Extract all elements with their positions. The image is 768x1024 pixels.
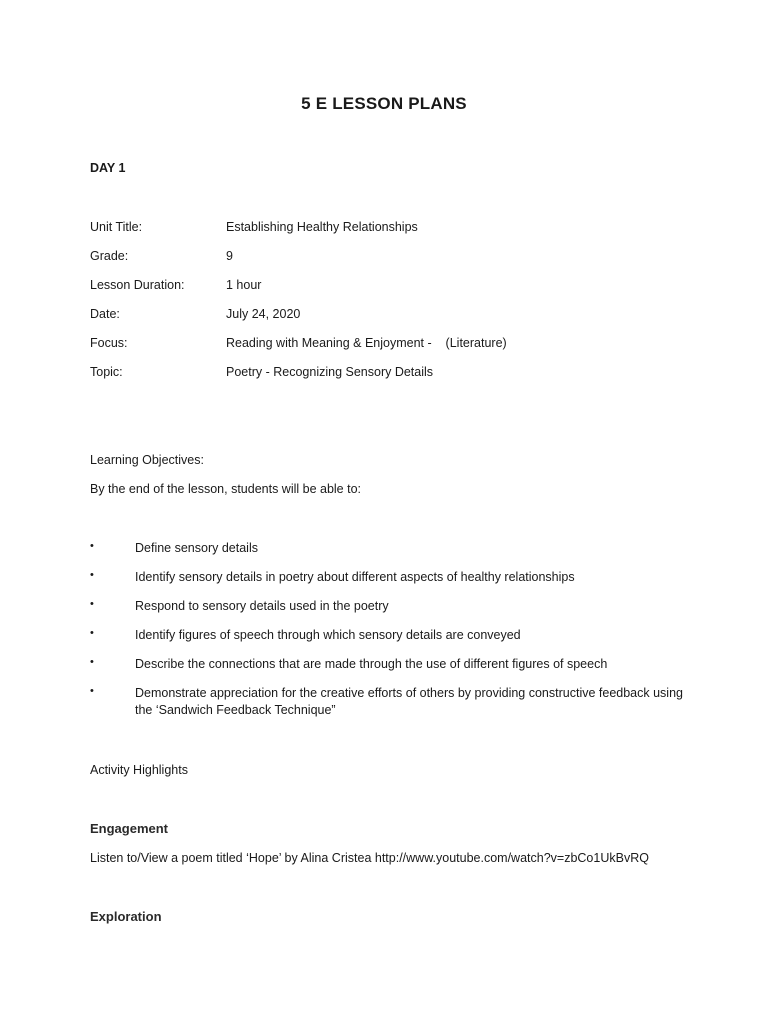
info-value: 1 hour [226, 278, 262, 292]
learning-objectives-heading: Learning Objectives: [90, 453, 204, 467]
info-row-topic [90, 365, 710, 383]
info-row-grade [90, 249, 710, 267]
info-row-date [90, 307, 710, 325]
info-label: Grade: [90, 249, 129, 263]
info-row-unit-title [90, 220, 710, 238]
bullet: • [90, 656, 94, 668]
bullet: • [90, 598, 94, 610]
info-value: Reading with Meaning & Enjoyment - (Literature) [226, 336, 507, 350]
bullet: • [90, 540, 94, 552]
list-item-text: Respond to sensory details used in the poetry [135, 599, 389, 613]
list-item-text: Describe the connections that are made through the use of different figures of speech [135, 657, 608, 671]
info-label: Topic: [90, 365, 123, 379]
engagement-text: Listen to/View a poem titled ‘Hope’ by Alina Cristea http://www.youtube.com/watch?v=zbCo1UkBvRQ [90, 851, 649, 865]
bullet: • [90, 685, 94, 697]
list-item-text: Demonstrate appreciation for the creative efforts of others by providing constructive feedback using the ‘Sandwich Feedback Technique” [135, 686, 683, 717]
activity-highlights-heading: Activity Highlights [90, 763, 188, 777]
info-value: Poetry - Recognizing Sensory Details [226, 365, 434, 379]
day-heading: DAY 1 [90, 161, 126, 175]
info-label: Lesson Duration: [90, 278, 185, 292]
info-label: Date: [90, 307, 120, 321]
info-value: July 24, 2020 [226, 307, 301, 321]
info-row-lesson-duration [90, 278, 710, 296]
list-item-text: Identify figures of speech through which sensory details are conveyed [135, 628, 521, 642]
bullet: • [90, 569, 94, 581]
exploration-heading: Exploration [90, 909, 162, 924]
list-item-text: Define sensory details [135, 541, 258, 555]
document-title: 5 E LESSON PLANS [301, 94, 467, 113]
info-value: Establishing Healthy Relationships [226, 220, 418, 234]
info-row-focus [90, 336, 710, 354]
info-value: 9 [226, 249, 233, 263]
info-label: Unit Title: [90, 220, 143, 234]
bullet: • [90, 627, 94, 639]
engagement-heading: Engagement [90, 821, 169, 836]
list-item-text: Identify sensory details in poetry about different aspects of healthy relationships [135, 570, 575, 584]
learning-objectives-intro: By the end of the lesson, students will be able to: [90, 482, 362, 496]
info-label: Focus: [90, 336, 128, 350]
